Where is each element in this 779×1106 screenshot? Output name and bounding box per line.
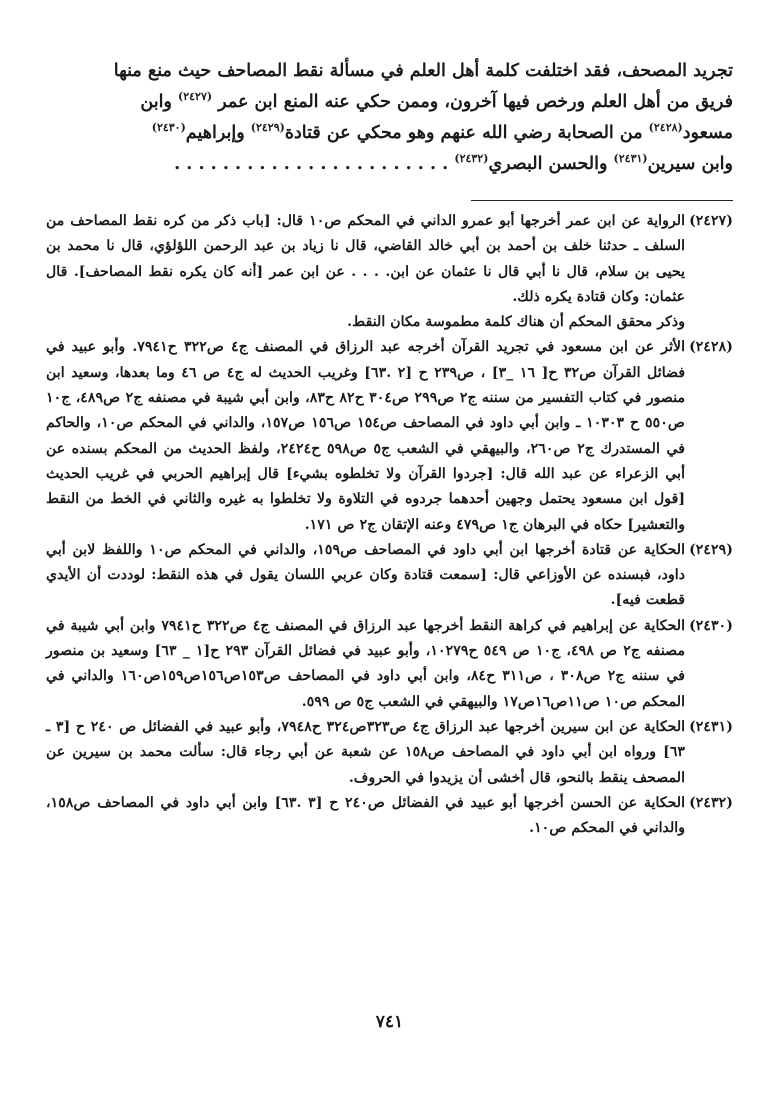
main-line-text: تجريد المصحف، فقد اختلفت كلمة أهل العلم في مسألة نقط المصاحف حيث منع منها (113, 61, 733, 81)
footnote-number: (٢٤٣٠) (689, 617, 733, 634)
footnote-2431 (46, 715, 733, 791)
footnote-ref-2432[interactable]: (٢٤٣٢) (454, 152, 489, 165)
footnote-2428 (46, 335, 733, 537)
main-line-text: وابن (140, 92, 172, 112)
footnote-paragraph: الحكاية عن إبراهيم في كراهة النقط أخرجها عبد الرزاق في المصنف ج٤ ص٣٢٢ ح٧٩٤١ وابن أبي شيبة في مصنفه ج٢ ص ٤٩٨، ج١٠ ص ٥٤٩ ح١٠٢٧٩، وأبو عبيد في فضائل القرآن ٢٩٣ ح[١ _ ٦٣] وسعيد بن منصور في سننه ج٢ ص٣٠٨ ، ص٣١١ ح٨٤، وابن أبي داود في المصاحف ص١٥٣ص١٥٦ص١٥٩ص١٦٠ والداني في المحكم ص١٠ ص١١ص١٦ص١٧ والبيهقي في الشعب ج٥ ص ٥٩٩. (46, 617, 686, 710)
footnote-separator (471, 200, 733, 201)
main-line (46, 56, 733, 87)
footnote-text (46, 715, 685, 791)
main-line-text: والحسن البصري (488, 154, 608, 174)
main-line-text: وابن سيرين (647, 154, 733, 174)
main-line-text: من الصحابة رضي الله عنهم وهو محكي عن قتادة (284, 123, 643, 143)
footnote-text (46, 614, 685, 715)
footnote-text (46, 538, 685, 614)
footnote-2429 (46, 538, 733, 614)
footnote-text (46, 209, 685, 335)
main-line-text: مسعود (682, 123, 733, 143)
footnote-2432 (46, 791, 733, 842)
main-text (46, 56, 733, 180)
footnote-ref-2428[interactable]: (٢٤٢٨) (648, 121, 683, 134)
footnote-paragraph: الأثر عن ابن مسعود في تجريد القرآن أخرجه عبد الرزاق في المصنف ج٤ ص٣٢٢ ح٧٩٤١. وأبو عبيد في فضائل القرآن ص٣٢ ح[ ١٦ _٣] ، ص٢٣٩ ح [٢ .٦٣] وغريب الحديث له ج٤ ص ٤٦ وما بعدها، وسعيد ابن منصور في كتاب التفسير من سننه ج٢ ص٢٩٩ ص٣٠٤ ح٨٢ ح٨٣، وابن أبي شيبة في مصنفه ج٢ ص٤٨٩، ج١٠ ص٥٥٠ ح ١٠٣٠٣ ـ وابن أبي داود في المصاحف ص١٥٤ ص١٥٦ ص١٥٧، والداني في المحكم ص١٠، والحاكم في المستدرك ج٢ ص٢٦٠، والبيهقي في الشعب ج٥ ص٥٩٨ ح٢٤٢٤، ولفظ الحديث من المحكم بسنده عن أبي الزعراء عن عبد الله قال: [جردوا القرآن ولا تخلطوه بشيء] قال إبراهيم الحربي في غريب الحديث [قول ابن مسعود يحتمل وجهين أحدهما جردوه في التلاوة ولا تخلطوا به غيره والثاني في الخط من النقط والتعشير] حكاه في البرهان ج١ ص٤٧٩ وعنه الإتقان ج٢ ص ١٧١. (46, 339, 686, 533)
main-line (46, 87, 733, 118)
main-line (46, 149, 733, 180)
main-line-text: وإبراهيم (185, 123, 245, 143)
page-number: ٧٤١ (375, 1012, 404, 1032)
footnote-paragraph: الحكاية عن قتادة أخرجها ابن أبي داود في المصاحف ص١٥٩، والداني في المحكم ص١٠ واللفظ لابن أبي داود، فبسنده عن الأوزاعي قال: [سمعت قتادة وكان عربي اللسان يقول في هذه النقط: لوددت أن الأيدي قطعت فيه]. (46, 541, 686, 609)
main-line (46, 118, 733, 149)
footnote-ref-2427[interactable]: (٢٤٢٧) (178, 90, 213, 103)
footnote-ref-2430[interactable]: (٢٤٣٠) (151, 121, 186, 134)
footnote-ref-2431[interactable]: (٢٤٣١) (613, 152, 648, 165)
footnote-number: (٢٤٢٧) (689, 213, 733, 229)
footnote-2430 (46, 614, 733, 715)
footnote-text (46, 335, 685, 537)
footnote-number: (٢٤٢٩) (689, 541, 733, 558)
footnotes (46, 209, 733, 841)
footnote-number: (٢٤٢٨) (689, 339, 733, 356)
footnote-ref-2429[interactable]: (٢٤٢٩) (250, 121, 285, 134)
footnote-paragraph: وذكر محقق المحكم أن هناك كلمة مطموسة مكان النقط. (347, 314, 686, 331)
main-line-text: فريق من أهل العلم ورخص فيها آخرون، وممن حكي عنه المنع ابن عمر (218, 92, 733, 112)
footnote-number: (٢٤٣٢) (689, 794, 733, 811)
footnote-number: (٢٤٣١) (689, 718, 733, 735)
footnote-paragraph: الرواية عن ابن عمر أخرجها أبو عمرو الداني في المحكم ص١٠ قال: [باب ذكر من كره نقط المصاحف من السلف ـ حدثنا خلف بن أحمد بن أبي خالد القاضي، قال نا زياد بن عبد الرحمن اللؤلؤي، قال نا محمد بن يحيى بن سلام، قال نا أبي قال نا عثمان عن ابن. . . . عن ابن عمر [أنه كان يكره نقط المصاحف]. قال عثمان: وكان قتادة يكره ذلك. (46, 213, 686, 305)
main-line-dots: . . . . . . . . . . . . . . . . . . . . . . . (174, 154, 449, 174)
footnote-paragraph: الحكاية عن الحسن أخرجها أبو عبيد في الفضائل ص٢٤٠ ح [٣ .٦٣] وابن أبي داود في المصاحف ص١٥٨، والداني في المحكم ص١٠. (46, 794, 686, 837)
footnote-2427 (46, 209, 733, 335)
footnote-text (46, 791, 685, 842)
footnote-paragraph: الحكاية عن ابن سيرين أخرجها عبد الرزاق ج٤ ص٣٢٣ص٣٢٤ ح٧٩٤٨، وأبو عبيد في الفضائل ص ٢٤٠ ح [٣ ـ ٦٣] ورواه ابن أبي داود في المصاحف ص١٥٨ عن شعبة عن أبي رجاء قال: سألت محمد بن سيرين عن المصحف ينقط بالنحو، قال أخشى أن يزيدوا في الحروف. (46, 718, 686, 786)
